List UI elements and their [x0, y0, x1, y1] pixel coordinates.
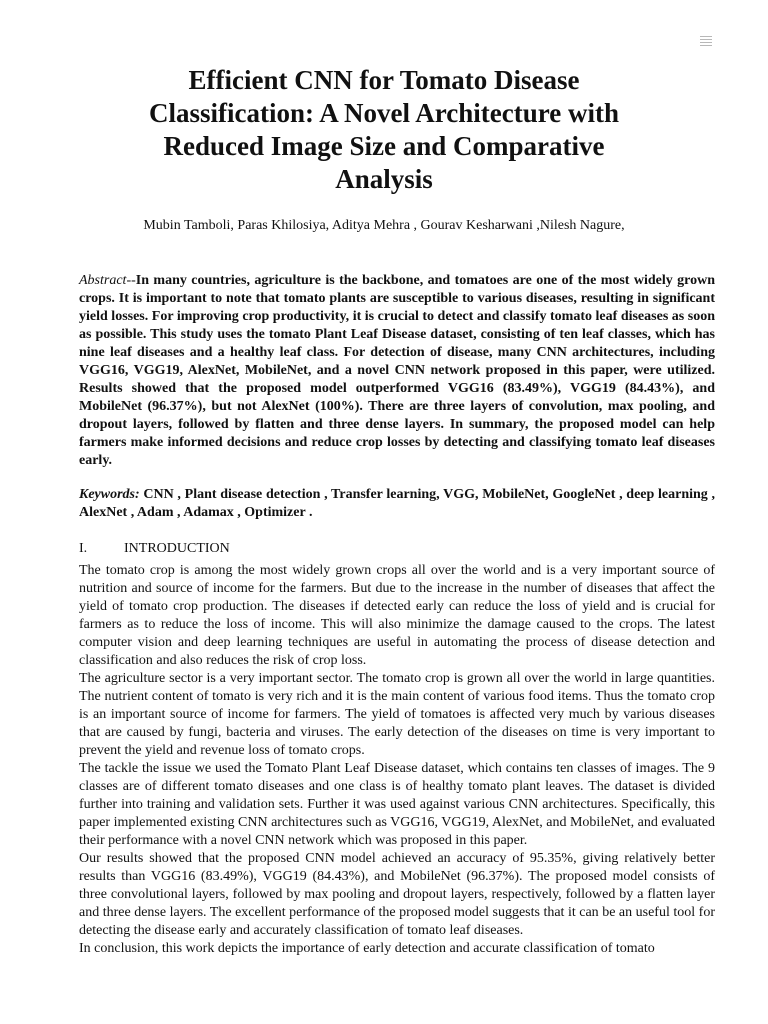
- paragraph: Our results showed that the proposed CNN model achieved an accuracy of 95.35%, giving relatively better results than VGG16 (83.49%), VGG19 (84.43%), and MobileNet (96.37%). The proposed model consists of three convolutional layers, followed by max pooling and dropout layers, respectively, followed by a flatten layer and three dense layers. The excellent performance of the proposed model suggests that it can be an useful tool for detecting the disease early and accurately classification of tomato leaf diseases.: [79, 851, 715, 938]
- abstract: [79, 272, 715, 470]
- abstract-text: In many countries, agriculture is the backbone, and tomatoes are one of the most widely grown crops. It is important to note that tomato plants are susceptible to various diseases, resulting in significant yield losses. For improving crop productivity, it is crucial to detect and classify tomato leaf diseases as soon as possible. This study uses the tomato Plant Leaf Disease dataset, consisting of ten leaf classes, which has nine leaf diseases and a healthy leaf class. For detection of disease, many CNN architectures, including VGG16, VGG19, AlexNet, MobileNet, and a novel CNN network proposed in this paper, were utilized. Results showed that the proposed model outperformed VGG16 (83.49%), VGG19 (84.43%), and MobileNet (96.37%), but not AlexNet (100%). There are three layers of convolution, max pooling, and dropout layers, followed by flatten and three dense layers. In summary, the proposed model can help farmers make informed decisions and reduce crop losses by detecting and classifying tomato leaf diseases early.: [79, 273, 715, 468]
- paragraph: The tackle the issue we used the Tomato Plant Leaf Disease dataset, which contains ten classes of images. The 9 classes are of different tomato diseases and one class is of healthy tomato plant leaves. The dataset is divided further into training and validation sets. Further it was used against various CNN architectures. Specifically, this paper implemented existing CNN architectures such as VGG16, VGG19, AlexNet, and MobileNet, and evaluated their performance with a novel CNN network which was proposed in this paper.: [79, 761, 715, 848]
- section-title: INTRODUCTION: [124, 541, 230, 556]
- paragraph: The agriculture sector is a very important sector. The tomato crop is grown all over the world in large quantities. The nutrient content of tomato is very rich and it is the main content of various food items. Thus the tomato crop is an important source of income for farmers. The yield of tomatoes is affected very much by various diseases that are caused by fungi, bacteria and viruses. The early detection of the diseases on time is very important to prevent the yield and revenue loss of tomato crops.: [79, 671, 715, 758]
- section-number: I.: [79, 541, 88, 556]
- abstract-label: Abstract: [79, 273, 127, 288]
- document-icon: [700, 36, 712, 50]
- introduction-body: [79, 562, 715, 958]
- author-list: Mubin Tamboli, Paras Khilosiya, Aditya Mehra , Gourav Kesharwani ,Nilesh Nagure,: [143, 218, 625, 233]
- keywords-text: CNN , Plant disease detection , Transfer learning, VGG, MobileNet, GoogleNet , deep learning , AlexNet , Adam , Adamax , Optimizer .: [79, 487, 715, 520]
- keywords: [79, 486, 715, 522]
- paper-title: Efficient CNN for Tomato Disease Classification: A Novel Architecture with Reduced Image Size and Comparative Analysis: [149, 65, 619, 194]
- abstract-dashes: --: [126, 273, 136, 288]
- section-heading-introduction: [79, 540, 715, 558]
- keywords-label: Keywords:: [79, 487, 140, 502]
- paragraph: The tomato crop is among the most widely grown crops all over the world and is a very important source of nutrition and source of income for the farmers. But due to the increase in the number of diseases that affect the yield of tomato crop production. The diseases if detected early can reduce the loss of yield and is crucial for farmers as to reduce the loss of income. This will also minimize the damage caused to the crops. The latest computer vision and deep learning techniques are useful in automating the process of disease detection and classification and also reduces the risk of crop loss.: [79, 563, 715, 668]
- paragraph: In conclusion, this work depicts the importance of early detection and accurate classification of tomato: [79, 941, 655, 956]
